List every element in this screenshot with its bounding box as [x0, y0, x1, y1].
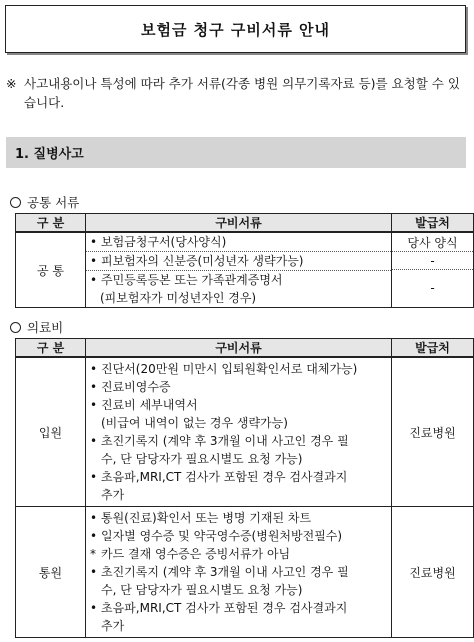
header-category: 구 분: [16, 339, 86, 358]
list-item: [86, 414, 391, 432]
notice-mark: ※: [6, 76, 17, 91]
table-header-row: [16, 339, 474, 358]
bullet: •: [90, 601, 98, 615]
circle-icon: [10, 322, 21, 333]
medical-docs-label: 의료비: [27, 320, 64, 335]
doc-text: 수, 단 담당자가 필요시별도 요청 가능): [101, 452, 303, 466]
list-item: [86, 396, 391, 414]
list-item: [86, 486, 391, 504]
title-box: [5, 5, 466, 53]
section-heading: [6, 137, 466, 168]
bullet: •: [90, 511, 98, 525]
documents-cell: [86, 357, 392, 507]
bullet: •: [90, 470, 98, 484]
bullet: •: [90, 398, 98, 412]
documents-cell: [86, 507, 392, 638]
list-item: [86, 468, 391, 486]
issuer-item: [392, 270, 473, 306]
table-row: [16, 357, 474, 507]
list-item: [86, 581, 391, 599]
table-header-row: [16, 214, 474, 233]
doc-text: 피보험자의 신분증(미성년자 생략가능): [101, 254, 304, 268]
doc-text: 진료비영수증: [101, 380, 171, 394]
medical-docs-table: [15, 338, 474, 638]
doc-text: 초음파,MRI,CT 검사가 포함된 경우 검사결과지: [101, 470, 348, 484]
notice: [6, 74, 468, 112]
section-title: 1. 질병사고: [15, 147, 84, 162]
notice-text: 사고내용이나 특성에 따라 추가 서류(각종 병원 의무기록자료 등)를 요청할 수 있습니다.: [24, 76, 460, 110]
common-docs-heading: [10, 193, 79, 211]
doc-text: 수, 단 담당자가 필요시별도 요청 가능): [101, 583, 303, 597]
doc-text: 카드 결재 영수증은 증빙서류가 아님: [101, 547, 291, 561]
table-row: [16, 507, 474, 638]
list-item: • 피보험자의 신분증(미성년자 생략가능): [86, 252, 391, 271]
doc-text: 일자별 영수증 및 약국영수증(병원처방전필수): [101, 529, 343, 543]
doc-text: (피보험자가 미성년자인 경우): [100, 291, 257, 305]
list-item: • 보험금청구서(당사양식): [86, 233, 391, 252]
list-item: [86, 599, 391, 617]
issuer-cell: 진료병원: [392, 507, 474, 638]
issuer-cell: [392, 232, 474, 308]
header-category: 구 분: [16, 214, 86, 233]
bullet: •: [90, 434, 98, 448]
documents-cell: [86, 232, 392, 308]
doc-text: 보험금청구서(당사양식): [101, 235, 227, 249]
list-item: [86, 509, 391, 527]
list-item: [86, 378, 391, 396]
page-title: 보험금 청구 구비서류 안내: [140, 20, 331, 39]
header-documents: 구비서류: [86, 339, 392, 358]
doc-text: (비급여 내역이 없는 경우 생략가능): [101, 416, 288, 430]
doc-text: 진료비 세부내역서: [101, 398, 198, 412]
doc-text: 주민등록등본 또는 가족관계증명서: [101, 273, 283, 287]
issuer-item: [392, 252, 473, 270]
doc-text: 초진기록지 (계약 후 3개월 이내 사고인 경우 필: [101, 565, 349, 579]
common-docs-table: [15, 213, 474, 308]
bullet: •: [90, 529, 98, 543]
bullet: *: [90, 547, 96, 561]
issuer-item: [392, 234, 473, 252]
common-docs-label: 공통 서류: [27, 195, 80, 210]
list-item: [86, 450, 391, 468]
list-item: • 주민등록등본 또는 가족관계증명서 (피보험자가 미성년자인 경우): [90, 273, 283, 305]
header-issuer: 발급처: [392, 214, 474, 233]
doc-text: 통원(진료)확인서 또는 병명 기재된 차트: [101, 511, 312, 525]
bullet: •: [90, 362, 98, 376]
header-issuer: 발급처: [392, 339, 474, 358]
issuer-cell: 진료병원: [392, 357, 474, 507]
list-item: [86, 563, 391, 581]
medical-docs-heading: [10, 318, 63, 336]
category-cell: 공 통: [16, 232, 86, 308]
circle-icon: [10, 197, 21, 208]
table-row: [16, 232, 474, 308]
issuer-text: -: [430, 253, 435, 268]
category-cell: 입원: [16, 357, 86, 507]
list-item: [86, 545, 391, 563]
issuer-text: 당사 양식: [407, 236, 458, 250]
doc-text: 추가: [101, 619, 125, 633]
doc-text: 초음파,MRI,CT 검사가 포함된 경우 검사결과지: [101, 601, 348, 615]
doc-text: 추가: [101, 488, 125, 502]
list-item: [86, 617, 391, 635]
list-item: [86, 360, 391, 378]
list-item: [86, 527, 391, 545]
doc-text: 진단서(20만원 미만시 입퇴원확인서로 대체가능): [101, 362, 358, 376]
list-item: [86, 432, 391, 450]
category-cell: 통원: [16, 507, 86, 638]
doc-text: 초진기록지 (계약 후 3개월 이내 사고인 경우 필: [101, 434, 349, 448]
bullet: •: [90, 380, 98, 394]
header-documents: 구비서류: [86, 214, 392, 233]
bullet: •: [90, 565, 98, 579]
issuer-text: -: [430, 281, 435, 295]
